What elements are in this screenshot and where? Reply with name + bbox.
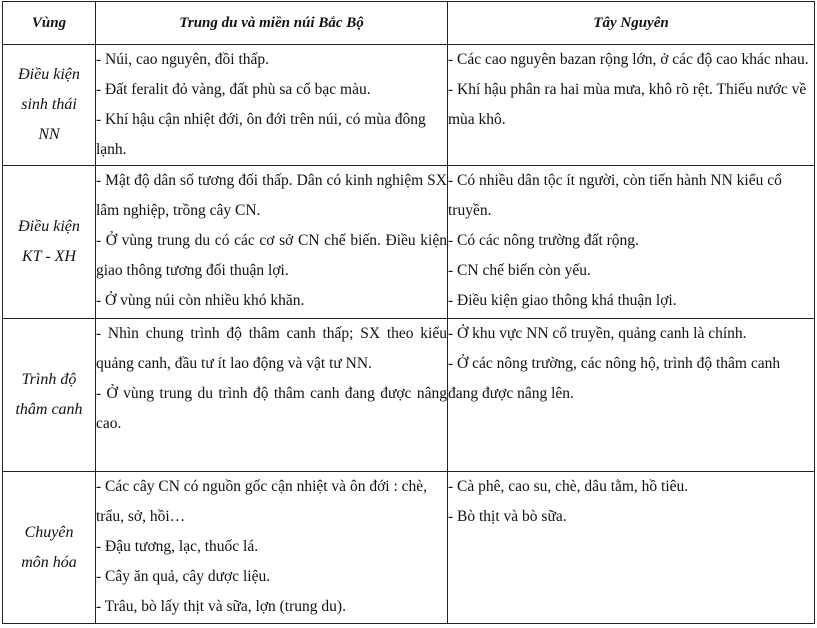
row-label-specialization: Chuyên môn hóa xyxy=(3,472,96,624)
list-item: - Ở vùng trung du có các cơ sở CN chế biến. Điều kiện giao thông tương đối thuận lợi. xyxy=(96,232,447,279)
cell-highlands-intensification xyxy=(448,319,815,472)
list-item: - CN chế biến còn yếu. xyxy=(448,262,591,279)
list-item: - Bò thịt và bò sữa. xyxy=(448,508,567,525)
list-item: - Cà phê, cao su, chè, dâu tằm, hồ tiêu. xyxy=(448,478,689,495)
list-item: - Mật độ dân số tương đối thấp. Dân có kinh nghiệm SX lâm nghiệp, trồng cây CN. xyxy=(96,172,447,219)
list-item: - Đậu tương, lạc, thuốc lá. xyxy=(96,538,259,555)
cell-highlands-specialization xyxy=(448,472,815,624)
table-row xyxy=(3,166,815,319)
cell-northern-specialization xyxy=(96,472,448,624)
table-row xyxy=(3,472,815,624)
cell-highlands-socioeconomic xyxy=(448,166,815,319)
header-northern-midlands: Trung du và miền núi Bắc Bộ xyxy=(96,2,448,45)
table-row xyxy=(3,319,815,472)
table-row xyxy=(3,45,815,166)
cell-northern-ecological xyxy=(96,45,448,166)
list-item: - Ở các nông trường, các nông hộ, trình độ thâm canh đang được nâng lên. xyxy=(448,355,781,402)
cell-highlands-ecological xyxy=(448,45,815,166)
row-label-ecological-conditions: Điều kiện sinh thái NN xyxy=(3,45,96,166)
header-row xyxy=(3,2,815,45)
list-item: - Ở vùng trung du trình độ thâm canh đang được nâng cao. xyxy=(96,385,447,432)
list-item: - Có nhiều dân tộc ít người, còn tiến hành NN kiểu cổ truyền. xyxy=(448,172,782,219)
row-label-intensification: Trình độ thâm canh xyxy=(3,319,96,472)
list-item: - Khí hậu phân ra hai mùa mưa, khô rõ rệt. Thiếu nước về mùa khô. xyxy=(448,81,807,128)
cell-northern-socioeconomic xyxy=(96,166,448,319)
header-region: Vùng xyxy=(3,2,96,45)
list-item: - Đất feralit đỏ vàng, đất phù sa cổ bạc màu. xyxy=(96,81,371,98)
row-label-socioeconomic: Điều kiện KT - XH xyxy=(3,166,96,319)
header-central-highlands: Tây Nguyên xyxy=(448,2,815,45)
list-item: - Ở khu vực NN cổ truyền, quảng canh là chính. xyxy=(448,325,747,342)
list-item: - Có các nông trường đất rộng. xyxy=(448,232,639,249)
list-item: - Ở vùng núi còn nhiều khó khăn. xyxy=(96,292,305,309)
list-item: - Nhìn chung trình độ thâm canh thấp; SX theo kiểu quảng canh, đầu tư ít lao động và vật tư NN. xyxy=(96,325,447,372)
list-item: - Khí hậu cận nhiệt đới, ôn đới trên núi, có mùa đông lạnh. xyxy=(96,111,426,158)
list-item: - Các cao nguyên bazan rộng lớn, ở các độ cao khác nhau. xyxy=(448,51,809,68)
comparison-table xyxy=(2,1,815,624)
list-item: - Trâu, bò lấy thịt và sữa, lợn (trung du). xyxy=(96,598,346,615)
list-item: - Các cây CN có nguồn gốc cận nhiệt và ôn đới : chè, trẩu, sở, hồi… xyxy=(96,478,428,525)
cell-northern-intensification xyxy=(96,319,448,472)
list-item: - Cây ăn quả, cây dược liệu. xyxy=(96,568,271,585)
list-item: - Núi, cao nguyên, đồi thấp. xyxy=(96,51,270,68)
list-item: - Điều kiện giao thông khá thuận lợi. xyxy=(448,292,677,309)
